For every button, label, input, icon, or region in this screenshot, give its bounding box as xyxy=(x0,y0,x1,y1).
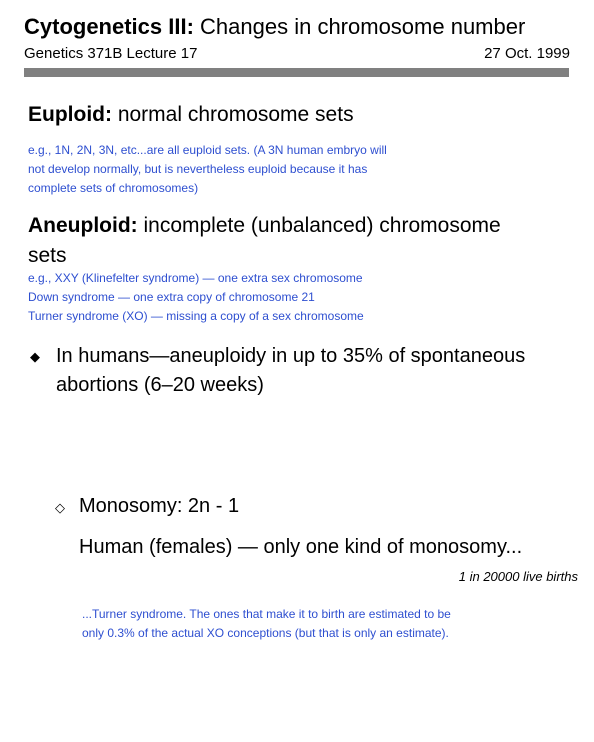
diamond-bullet-icon: ◆ xyxy=(30,349,40,364)
page-title xyxy=(24,14,525,40)
euploid-heading xyxy=(28,103,354,127)
aneuploid-definition: incomplete (unbalanced) chromosome xyxy=(137,214,501,237)
title-rest: Changes in chromosome number xyxy=(193,14,526,39)
aneuploid-definition-cont: sets xyxy=(28,244,67,267)
bullet-line: In humans—aneuploidy in up to 35% of spontaneous xyxy=(56,345,526,367)
turner-note-line: only 0.3% of the actual XO conceptions (but that is only an estimate). xyxy=(82,626,449,640)
title-bold: Cytogenetics III: xyxy=(24,14,194,39)
aneuploid-note-line: Down syndrome — one extra copy of chromosome 21 xyxy=(28,290,315,304)
bullet-line: abortions (6–20 weeks) xyxy=(56,374,264,396)
header-divider xyxy=(24,68,569,77)
turner-note-line: ...Turner syndrome. The ones that make it to birth are estimated to be xyxy=(82,607,451,621)
aneuploid-notes xyxy=(28,269,364,326)
aneuploid-note-line: Turner syndrome (XO) — missing a copy of a sex chromosome xyxy=(28,309,364,323)
aneuploidy-bullet xyxy=(56,342,525,400)
euploid-notes xyxy=(28,141,387,198)
aneuploid-heading xyxy=(28,211,501,271)
euploid-note-line: not develop normally, but is nevertheless euploid because it has xyxy=(28,162,368,176)
lecture-date: 27 Oct. 1999 xyxy=(484,45,570,62)
euploid-definition: normal chromosome sets xyxy=(111,103,354,126)
hollow-diamond-bullet-icon: ◇ xyxy=(55,500,65,515)
live-birth-frequency: 1 in 20000 live births xyxy=(458,569,578,584)
euploid-term: Euploid: xyxy=(28,103,112,126)
monosomy-bullet: Monosomy: 2n - 1 xyxy=(79,495,240,517)
euploid-note-line: e.g., 1N, 2N, 3N, etc...are all euploid sets. (A 3N human embryo will xyxy=(28,143,387,157)
euploid-note-line: complete sets of chromosomes) xyxy=(28,181,199,195)
aneuploid-note-line: e.g., XXY (Klinefelter syndrome) — one extra sex chromosome xyxy=(28,271,363,285)
course-label: Genetics 371B Lecture 17 xyxy=(24,45,198,62)
turner-notes xyxy=(82,605,451,643)
human-monosomy-text: Human (females) — only one kind of monosomy... xyxy=(79,536,523,558)
aneuploid-term: Aneuploid: xyxy=(28,214,138,237)
